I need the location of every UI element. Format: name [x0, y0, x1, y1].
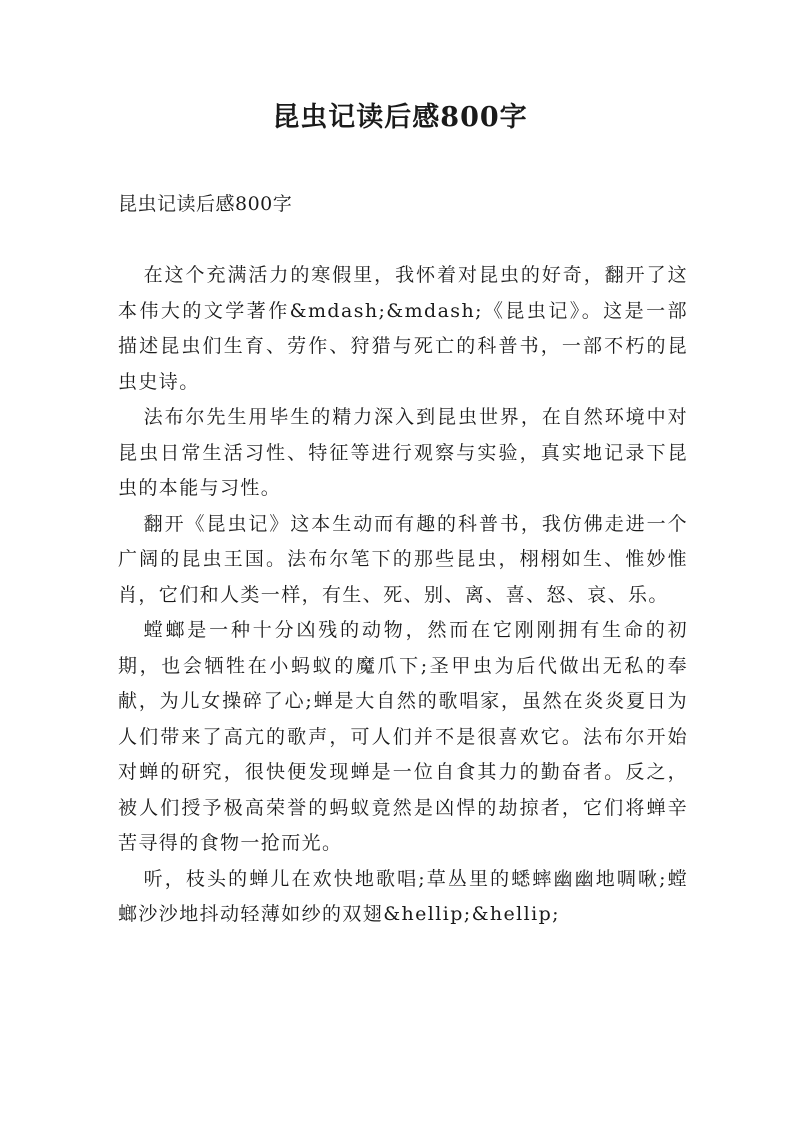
- document-body: [118, 258, 688, 933]
- paragraph-4: 螳螂是一种十分凶残的动物，然而在它刚刚拥有生命的初期，也会牺牲在小蚂蚁的魔爪下;圣甲虫为后代做出无私的奉献，为儿女操碎了心;蝉是大自然的歌唱家，虽然在炎炎夏日为人们带来了高亢的歌声，可人们并不是很喜欢它。法布尔开始对蝉的研究，很快便发现蝉是一位自食其力的勤奋者。反之，被人们授予极高荣誉的蚂蚁竟然是凶悍的劫掠者，它们将蝉辛苦寻得的食物一抢而光。: [118, 619, 688, 854]
- paragraph-5: 听，枝头的蝉儿在欢快地歌唱;草丛里的蟋蟀幽幽地啁啾;螳螂沙沙地抖动轻薄如纱的双翅&hellip;&hellip;: [118, 867, 688, 925]
- paragraph-3: 翻开《昆虫记》这本生动而有趣的科普书，我仿佛走进一个广阔的昆虫王国。法布尔笔下的那些昆虫，栩栩如生、惟妙惟肖，它们和人类一样，有生、死、别、离、喜、怒、哀、乐。: [118, 512, 688, 606]
- paragraph-1: 在这个充满活力的寒假里，我怀着对昆虫的好奇，翻开了这本伟大的文学著作&mdash;&mdash;《昆虫记》。这是一部描述昆虫们生育、劳作、狩猎与死亡的科普书，一部不朽的昆虫史诗。: [118, 264, 688, 393]
- document-title: 昆虫记读后感800字: [272, 102, 528, 133]
- document-subtitle: 昆虫记读后感800字: [118, 193, 293, 215]
- paragraph-2: 法布尔先生用毕生的精力深入到昆虫世界，在自然环境中对昆虫日常生活习性、特征等进行观察与实验，真实地记录下昆虫的本能与习性。: [118, 406, 688, 499]
